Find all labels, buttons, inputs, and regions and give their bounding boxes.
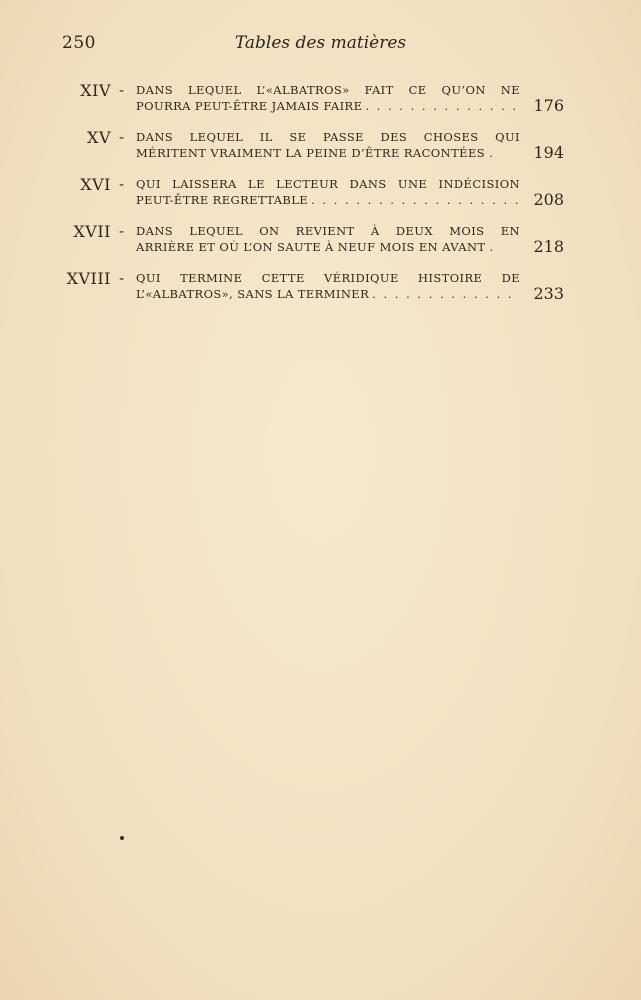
entry-dash: - (119, 175, 125, 193)
entry-title-line-2 (136, 146, 520, 160)
entry-title-line-1: DANS LEQUEL L’«ALBATROS» FAIT CE QU’ON NE (136, 83, 520, 97)
dot-leader (372, 287, 520, 301)
page-number: 250 (62, 33, 96, 53)
page-reference: 176 (533, 96, 564, 115)
entry-dash: - (119, 128, 125, 146)
entry-title-line-1: DANS LEQUEL IL SE PASSE DES CHOSES QUI (136, 130, 520, 144)
toc-entry (0, 221, 641, 261)
ink-speck (120, 836, 124, 840)
toc-entry (0, 80, 641, 120)
entry-dash: - (119, 269, 125, 287)
entry-title-line-1: QUI LAISSERA LE LECTEUR DANS UNE INDÉCISION (136, 177, 520, 191)
dot-leader (311, 193, 520, 207)
running-title: Tables des matières (234, 33, 407, 53)
toc-entry (0, 268, 641, 308)
chapter-number: XVIII (66, 269, 111, 288)
chapter-number: XIV (80, 81, 111, 100)
entry-title-line-1: QUI TERMINE CETTE VÉRIDIQUE HISTOIRE DE (136, 271, 520, 285)
page-reference: 208 (533, 190, 564, 209)
chapter-number: XVI (80, 175, 111, 194)
entry-dash: - (119, 81, 125, 99)
entry-dash: - (119, 222, 125, 240)
chapter-number: XV (87, 128, 111, 147)
dot-leader (365, 99, 520, 113)
entry-title-text: POURRA PEUT-ÊTRE JAMAIS FAIRE (136, 99, 363, 113)
page-reference: 194 (533, 143, 564, 162)
entry-title-text: MÉRITENT VRAIMENT LA PEINE D’ÊTRE RACONTÉES . (136, 146, 494, 160)
entry-title-line-2 (136, 99, 520, 113)
entry-title-text: L’«ALBATROS», SANS LA TERMINER (136, 287, 370, 301)
entry-title-text: ARRIÈRE ET OÙ L’ON SAUTE À NEUF MOIS EN AVANT . (136, 240, 494, 254)
entry-title-text: PEUT-ÊTRE REGRETTABLE (136, 193, 309, 207)
toc-entry (0, 174, 641, 214)
page-reference: 218 (533, 237, 564, 256)
entry-title-line-2 (136, 193, 520, 207)
chapter-number: XVII (73, 222, 111, 241)
entry-title-line-2 (136, 240, 520, 254)
page-reference: 233 (533, 284, 564, 303)
toc-entry (0, 127, 641, 167)
entry-title-line-2 (136, 287, 520, 301)
entry-title-line-1: DANS LEQUEL ON REVIENT À DEUX MOIS EN (136, 224, 520, 238)
